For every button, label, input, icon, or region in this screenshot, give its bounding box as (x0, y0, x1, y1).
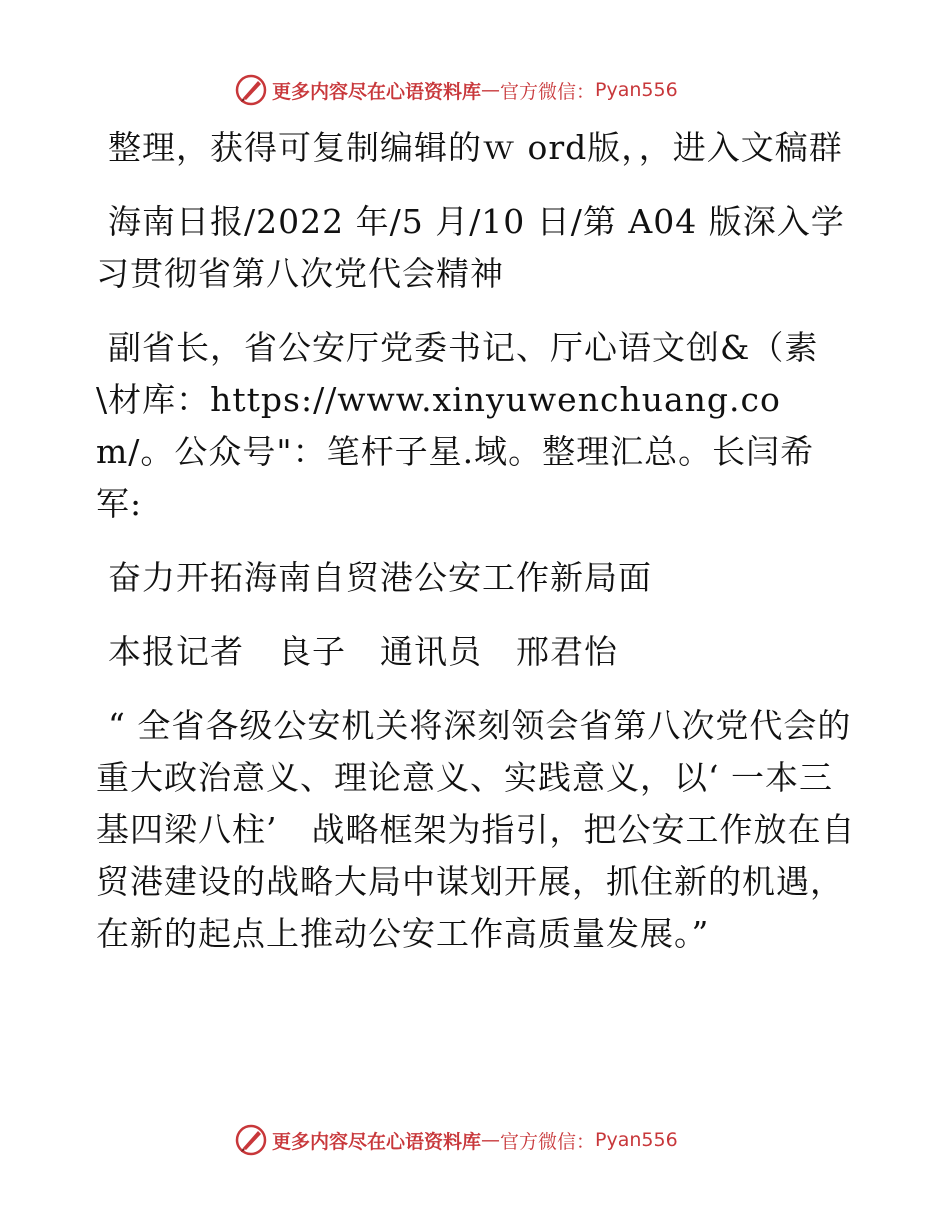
article-headline: 奋力开拓海南自贸港公安工作新局面 (108, 558, 652, 597)
banner-main-text: 更多内容尽在心语资料库 (272, 80, 482, 103)
banner-dash: — (481, 79, 501, 101)
header-watermark-banner (234, 70, 678, 110)
paragraph-author-line: 副省长，省公安厅党委书记、厅心语文创&（素\材库：https://www.xinyuwenchuang.com/。公众号"：笔杆子星.域。整理汇总。长闫希军: (96, 328, 819, 523)
banner-dash: — (481, 1129, 501, 1151)
banner-wechat-label: 官方微信： (500, 80, 596, 103)
banner-account: Pyan556 (595, 1129, 678, 1151)
paragraph-source-line: 海南日报/2022 年/5 月/10 日/第 A04 版深入学习贯彻省第八次党代会精神 (96, 202, 845, 293)
paragraph-quote: “ 全省各级公安机关将深刻领会省第八次党代会的重大政治意义、理论意义、实践意义，以‘ 一本三基四梁八柱’ 战略框架为指引，把公安工作放在自贸港建设的战略大局中谋划开展，抓住新的机遇，在新的起点上推动公安工作高质量发展。” (96, 706, 856, 953)
quill-pen-logo-icon (234, 73, 268, 107)
footer-watermark-banner (234, 1120, 678, 1160)
banner-account: Pyan556 (595, 79, 678, 101)
quill-pen-logo-icon (234, 1123, 268, 1157)
banner-main-text: 更多内容尽在心语资料库 (272, 1130, 482, 1153)
banner-wechat-label: 官方微信： (500, 1130, 596, 1153)
document-body (96, 122, 856, 982)
byline: 本报记者 良子 通讯员 邢君怡 (108, 632, 618, 671)
paragraph-word-notice: 整理，获得可复制编辑的ｗ ord版，，进入文稿群 (108, 128, 843, 167)
